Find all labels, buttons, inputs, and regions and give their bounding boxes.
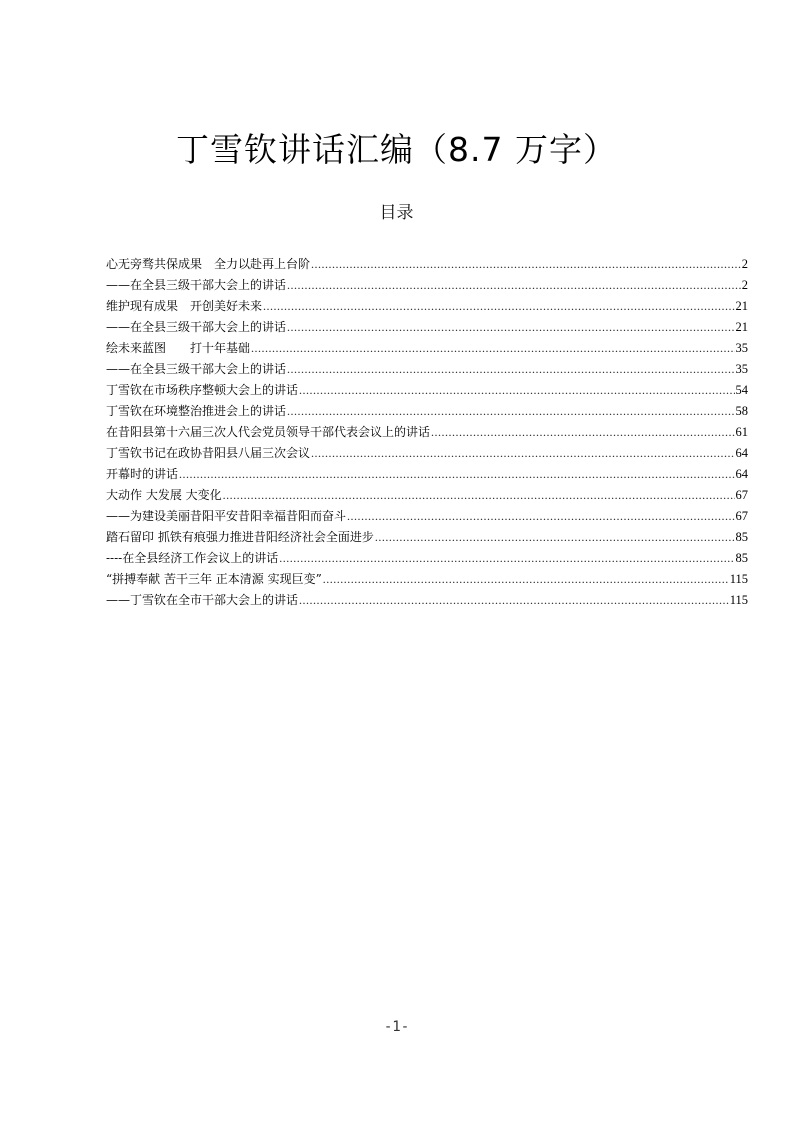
toc-entry-page: 115 <box>729 572 748 586</box>
toc-entry[interactable] <box>106 569 748 590</box>
dot-leader <box>279 548 734 569</box>
toc-entry[interactable] <box>106 548 748 569</box>
toc-entry[interactable] <box>106 254 748 275</box>
toc-entry-page: 115 <box>729 593 748 607</box>
toc-entry[interactable] <box>106 527 748 548</box>
page-number: -1- <box>383 1019 410 1035</box>
dot-leader <box>299 380 734 401</box>
toc-entry[interactable] <box>106 485 748 506</box>
toc-entry-label: 大动作 大发展 大变化 <box>106 488 222 502</box>
toc-entry-page: 21 <box>735 320 748 334</box>
toc-entry-label: 在昔阳县第十六届三次人代会党员领导干部代表会议上的讲话 <box>106 425 431 439</box>
toc-entry-page: 54 <box>735 383 748 397</box>
toc-entry-label: 丁雪钦在市场秩序整顿大会上的讲话 <box>106 383 299 397</box>
dot-leader <box>311 443 734 464</box>
toc-entry-page: 85 <box>735 530 748 544</box>
dot-leader <box>223 485 735 506</box>
toc-entry[interactable] <box>106 275 748 296</box>
toc-entry-label: 丁雪钦在环境整治推进会上的讲话 <box>106 404 287 418</box>
dot-leader <box>263 296 734 317</box>
dot-leader <box>287 359 734 380</box>
dot-leader <box>299 590 729 611</box>
toc-entry-label: ——在全县三级干部大会上的讲话 <box>106 320 287 334</box>
table-of-contents <box>106 254 748 611</box>
toc-heading: 目录 <box>379 203 414 223</box>
toc-entry[interactable] <box>106 401 748 422</box>
toc-entry-label: 维护现有成果 开创美好未来 <box>106 299 263 313</box>
toc-entry[interactable] <box>106 296 748 317</box>
toc-entry-page: 2 <box>741 278 748 292</box>
toc-entry-page: 67 <box>735 488 748 502</box>
toc-entry-page: 21 <box>735 299 748 313</box>
dot-leader <box>287 275 741 296</box>
dot-leader <box>287 401 734 422</box>
toc-entry-label: ——在全县三级干部大会上的讲话 <box>106 278 287 292</box>
toc-entry[interactable] <box>106 590 748 611</box>
toc-entry[interactable] <box>106 317 748 338</box>
dot-leader <box>323 569 729 590</box>
toc-entry-label: ——为建设美丽昔阳平安昔阳幸福昔阳而奋斗 <box>106 509 347 523</box>
toc-entry[interactable] <box>106 464 748 485</box>
dot-leader <box>179 464 734 485</box>
toc-entry-page: 2 <box>741 257 748 271</box>
toc-entry-page: 35 <box>735 341 748 355</box>
dot-leader <box>287 317 734 338</box>
toc-entry-label: 踏石留印 抓铁有痕强力推进昔阳经济社会全面进步 <box>106 530 374 544</box>
toc-entry[interactable] <box>106 506 748 527</box>
toc-entry-page: 64 <box>735 446 748 460</box>
dot-leader <box>251 338 734 359</box>
dot-leader <box>347 506 734 527</box>
dot-leader <box>431 422 734 443</box>
toc-entry-page: 61 <box>735 425 748 439</box>
toc-entry-page: 35 <box>735 362 748 376</box>
toc-entry[interactable] <box>106 443 748 464</box>
toc-entry[interactable] <box>106 422 748 443</box>
toc-entry[interactable] <box>106 359 748 380</box>
toc-entry-label: ——在全县三级干部大会上的讲话 <box>106 362 287 376</box>
dot-leader <box>375 527 735 548</box>
toc-entry[interactable] <box>106 380 748 401</box>
toc-entry-page: 85 <box>735 551 748 565</box>
toc-entry[interactable] <box>106 338 748 359</box>
toc-entry-label: 心无旁骛共保成果 全力以赴再上台阶 <box>106 257 311 271</box>
dot-leader <box>311 254 741 275</box>
toc-entry-label: 绘未来蓝图 打十年基础 <box>106 341 251 355</box>
toc-entry-label: ——丁雪钦在全市干部大会上的讲话 <box>106 593 299 607</box>
toc-entry-label: “拼搏奉献 苦干三年 正本清源 实现巨变” <box>106 572 322 586</box>
toc-entry-label: 丁雪钦书记在政协昔阳县八届三次会议 <box>106 446 311 460</box>
toc-entry-page: 58 <box>735 404 748 418</box>
toc-entry-label: 开幕时的讲话 <box>106 467 179 481</box>
toc-entry-page: 64 <box>735 467 748 481</box>
document-title: 丁雪钦讲话汇编（8.7 万字） <box>176 130 617 169</box>
toc-entry-page: 67 <box>735 509 748 523</box>
toc-entry-label: ----在全县经济工作会议上的讲话 <box>106 551 279 565</box>
